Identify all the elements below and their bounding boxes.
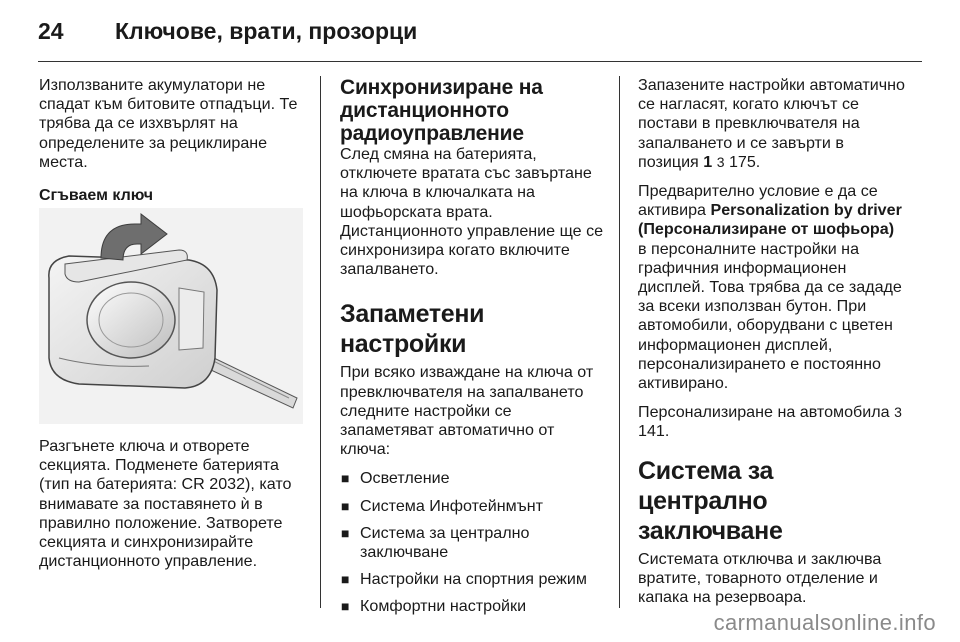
settings-adjust-text: Запазените настройки автоматично се нагласят, когато ключът се постави в превключвателя на запалването и се завърти в позиция 1 3 175. [638,76,905,171]
bullet-icon: ■ [341,470,350,487]
list-item: ■ Осветление [341,469,450,488]
sync-remote-text: След смяна на батерията, отключете вратата със завъртане на ключа в ключалката на шофьорската врата. Дистанционното управление ще се синхронизира когато включите запалването. [340,145,604,279]
list-item: ■ Настройки на спортния режим [341,570,587,589]
vehicle-personalization-ref: Персонализиране на автомобила 3 141. [638,403,902,441]
list-item: ■ Система за централно заключване [341,523,530,562]
bullet-icon: ■ [341,524,350,541]
page-header [38,14,922,50]
folding-key-illustration [39,208,303,424]
page-number: 24 [38,18,64,44]
bullet-icon: ■ [341,598,350,615]
page-title: Ключове, врати, прозорци [115,18,418,44]
battery-disposal-text: Използваните акумулатори не спадат към битовите отпадъци. Те трябва да се изхвърлят на определените за рециклиране места. [39,76,298,171]
sync-remote-heading: Синхронизиране на дистанционното радиоуправление [340,76,543,145]
folding-key-subheading: Сгъваем ключ [39,187,154,205]
bullet-icon: ■ [341,571,350,588]
page-reference-arrow-icon[interactable]: 3 [716,153,725,170]
column-divider-1 [320,76,321,608]
memorized-settings-text: При всяко изваждане на ключа от превключвателя на запалването следните настройки се запаметяват автоматично от ключа: [340,363,594,459]
column-divider-2 [619,76,620,608]
memorized-settings-list [340,469,606,616]
central-locking-text: Системата отключва и заключва вратите, товарното отделение и капака на резервоара. [638,549,882,607]
column-3 [638,76,906,617]
column-1 [39,76,301,205]
list-item: ■ Комфортни настройки [341,597,527,616]
memorized-settings-heading: Запаметени настройки [340,300,485,359]
column-2 [340,76,606,625]
page-reference-arrow-icon[interactable]: 3 [894,404,902,421]
watermark: carmanualsonline.info [713,610,936,635]
central-locking-heading: Система за централно заключване [638,456,783,545]
personalization-text: Предварително условие е да се активира Personalization by driver (Персонализиране от шофьора) в персоналните настройки на графичния информационен дисплей. Това трябва да се зададе за всеки използван бутон. При автомобили, оборудвани с цветен информационен дисплей, персонализирането е постоянно активирано. [638,182,902,393]
list-item: ■ Система Инфотейнмънт [341,496,543,515]
header-divider [38,61,922,62]
battery-replacement-caption: Разгънете ключа и отворете секцията. Подменете батерията (тип на батерията: CR 2032), като внимавате за поставянето ѝ в правилно положение. Затворете секцията и синхронизирайте дистанционното управление. [39,437,292,571]
bullet-icon: ■ [341,497,350,514]
